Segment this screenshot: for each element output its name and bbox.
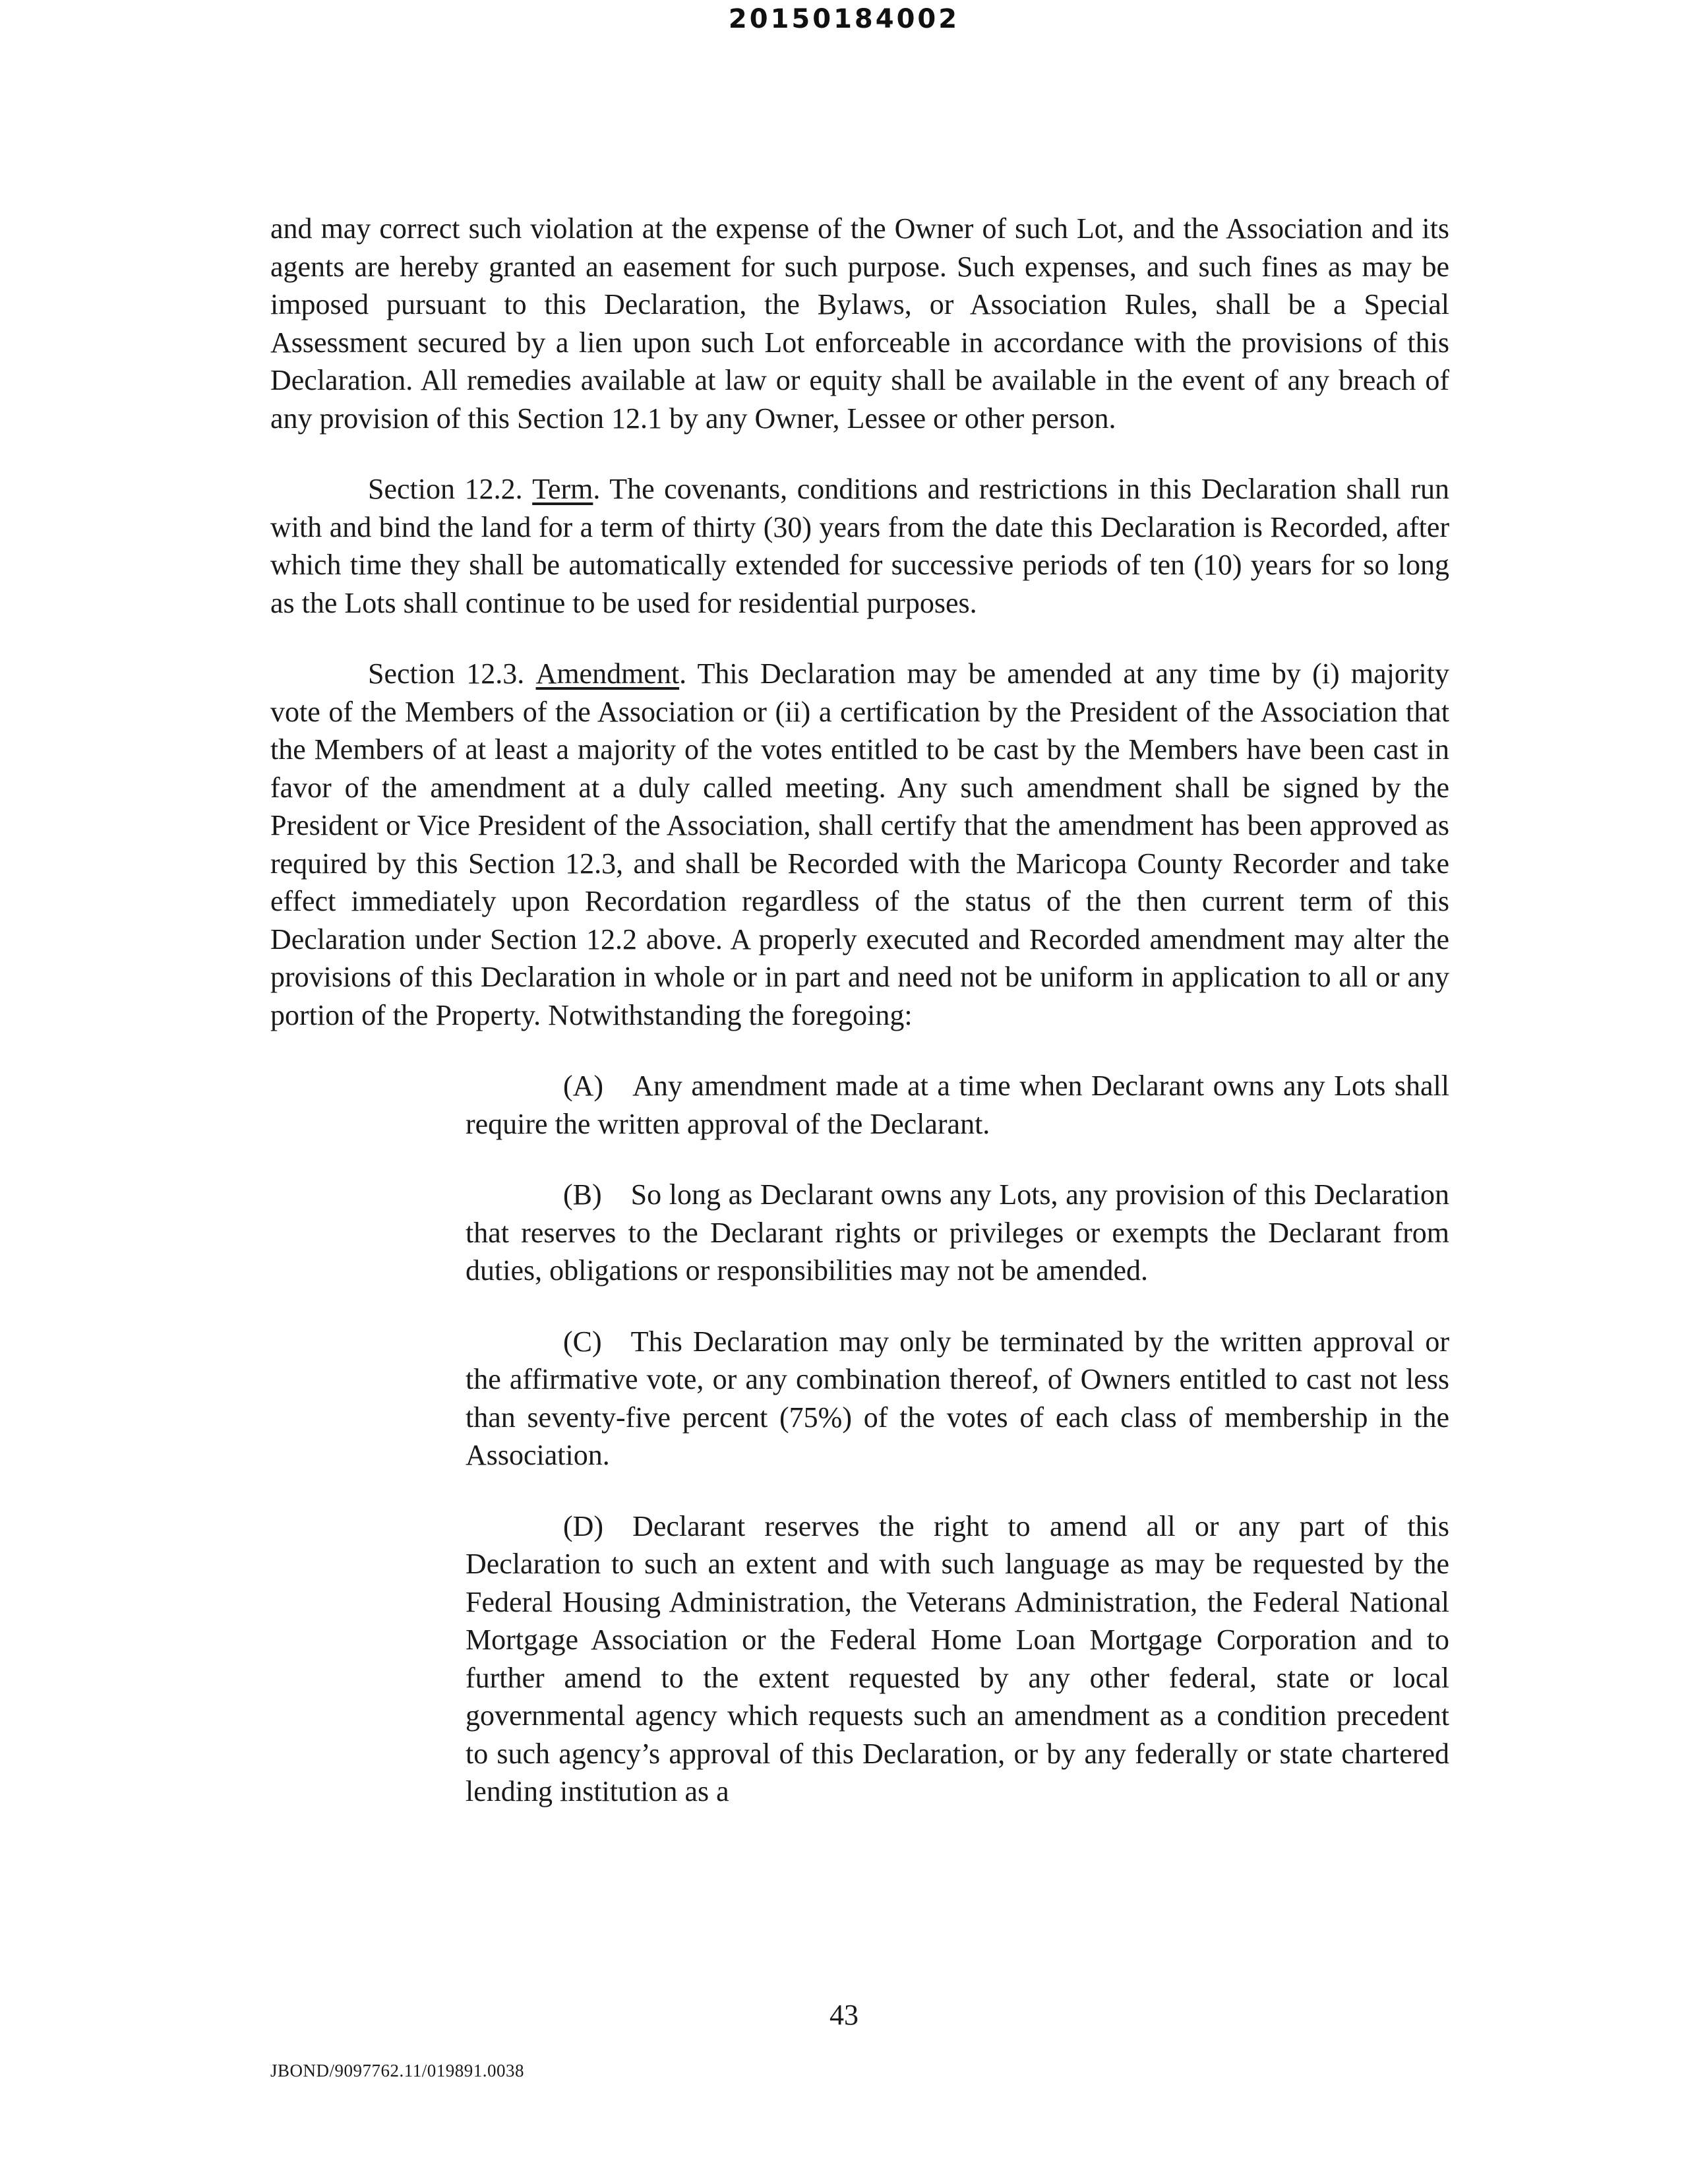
section-12-2-number: Section 12.2. (368, 473, 523, 505)
section-12-2-paragraph (270, 470, 1449, 622)
page-number: 43 (829, 1999, 859, 2031)
section-12-3-heading: Amendment (535, 657, 680, 690)
section-12-2-heading: Term (532, 473, 593, 505)
document-body (270, 210, 1449, 1844)
section-12-3-number: Section 12.3. (368, 657, 525, 690)
subparagraph-b-label: (B) (563, 1178, 602, 1211)
document-id-footer: JBOND/9097762.11/019891.0038 (270, 2061, 525, 2080)
subparagraph-c-label: (C) (563, 1325, 602, 1358)
subparagraph-a (466, 1067, 1449, 1143)
subparagraph-d (466, 1507, 1449, 1811)
section-12-2-text: . The covenants, conditions and restrictions in this Declaration shall run with and bind the land for a term of thirty (30) years from the date this Declaration is Recorded, after which time they shall be automatically extended for successive periods of ten (10) years for so long as the Lots shall continue to be used for residential purposes. (270, 473, 1449, 619)
subparagraph-a-label: (A) (563, 1070, 604, 1102)
subparagraph-d-label: (D) (563, 1509, 604, 1542)
recording-number: 20150184002 (728, 4, 960, 34)
subparagraph-c-text: This Declaration may only be terminated by the written approval or the affirmative vote, or any combination thereof, of Owners entitled to cast not less than seventy-five percent (75%) of the votes of each class of membership in the Association. (466, 1325, 1449, 1471)
subparagraph-d-text: Declarant reserves the right to amend all or any part of this Declaration to such an extent and with such language as may be requested by the Federal Housing Administration, the Veterans Administration, the Federal National Mortgage Association or the Federal Home Loan Mortgage Corporation and to further amend to the extent requested by any other federal, state or local governmental agency which requests such an amendment as a condition precedent to such agency’s approval of this Declaration, or by any federally or state chartered lending institution as a (466, 1509, 1449, 1807)
continued-paragraph: and may correct such violation at the expense of the Owner of such Lot, and the Association and its agents are hereby granted an easement for such purpose. Such expenses, and such fines as may be imposed pursuant to this Declaration, the Bylaws, or Association Rules, shall be a Special Assessment secured by a lien upon such Lot enforceable in accordance with the provisions of this Declaration. All remedies available at law or equity shall be available in the event of any breach of any provision of this Section 12.1 by any Owner, Lessee or other person. (270, 212, 1449, 435)
section-12-3-text: . This Declaration may be amended at any time by (i) majority vote of the Members of the Association or (ii) a certification by the President of the Association that the Members of at least a majority of the votes entitled to be cast by the Members have been cast in favor of the amendment at a duly called meeting. Any such amendment shall be signed by the President or Vice President of the Association, shall certify that the amendment has been approved as required by this Section 12.3, and shall be Recorded with the Maricopa County Recorder and take effect immediately upon Recordation regardless of the status of the then current term of this Declaration under Section 12.2 above. A properly executed and Recorded amendment may alter the provisions of this Declaration in whole or in part and need not be uniform in application to all or any portion of the Property. Notwithstanding the foregoing: (270, 657, 1449, 1031)
subparagraph-a-text: Any amendment made at a time when Declarant owns any Lots shall require the written approval of the Declarant. (466, 1070, 1449, 1140)
section-12-3-paragraph (270, 655, 1449, 1034)
subparagraph-c (466, 1323, 1449, 1474)
subparagraph-b (466, 1176, 1449, 1290)
subparagraph-b-text: So long as Declarant owns any Lots, any provision of this Declaration that reserves to the Declarant rights or privileges or exempts the Declarant from duties, obligations or responsibilities may not be amended. (466, 1178, 1449, 1287)
